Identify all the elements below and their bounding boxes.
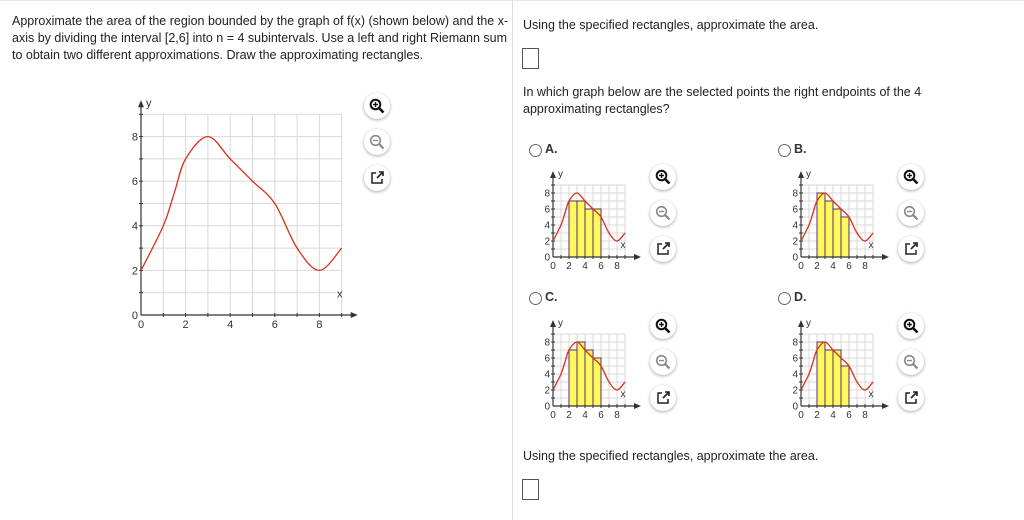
option-x-tick-label: 8 — [862, 261, 868, 272]
main-y-tick-label: 2 — [131, 265, 138, 278]
option-y-axis-label: y — [558, 169, 563, 180]
zoom-in-icon — [903, 169, 919, 185]
option-popout-button[interactable] — [650, 236, 676, 262]
option-x-tick-label: 6 — [846, 261, 852, 272]
zoom-in-icon — [655, 318, 671, 334]
option-x-tick-label: 4 — [582, 410, 588, 421]
option-y-axis-label: y — [806, 318, 811, 329]
option-function-curve — [553, 342, 625, 390]
option-function-curve — [553, 193, 625, 241]
option-y-tick-label: 6 — [544, 353, 550, 365]
option-x-tick-label: 6 — [846, 410, 852, 421]
option-popout-button[interactable] — [650, 385, 676, 411]
option-y-arrow-icon — [550, 320, 556, 327]
option-y-arrow-icon — [798, 171, 804, 178]
option-y-tick-label: 2 — [792, 236, 798, 248]
option-y-tick-label: 6 — [792, 204, 798, 216]
option-rectangle — [833, 209, 841, 257]
option-y-tick-label: 8 — [792, 337, 798, 349]
option-zoom-out-button[interactable] — [898, 349, 924, 375]
zoom-out-icon — [903, 205, 919, 221]
popout-icon — [904, 391, 918, 405]
option-b-radio[interactable] — [778, 144, 791, 157]
prompt-area-1: Using the specified rectangles, approximate the area. — [523, 18, 819, 32]
option-x-tick-label: 6 — [598, 261, 604, 272]
option-x-tick-label: 2 — [814, 261, 820, 272]
main-y-tick-label: 6 — [131, 176, 138, 189]
option-zoom-in-button[interactable] — [898, 313, 924, 339]
option-rectangle — [569, 201, 577, 257]
main-x-tick-label: 6 — [271, 319, 278, 331]
option-rectangle — [593, 358, 601, 406]
main-x-tick-label: 4 — [227, 319, 234, 331]
option-x-tick-label: 8 — [614, 410, 620, 421]
zoom-out-icon — [903, 354, 919, 370]
option-y-tick-label: 6 — [544, 204, 550, 216]
option-x-tick-label: 0 — [798, 410, 804, 421]
option-y-tick-label: 6 — [792, 353, 798, 365]
main-graph — [0, 0, 512, 340]
main-zoom-out-button[interactable] — [364, 129, 390, 155]
option-x-tick-label: 4 — [830, 261, 836, 272]
question-text: Approximate the area of the region bounded by the graph of f(x) (shown below) and the x-axis by dividing the interval [2,6] into n = 4 subintervals. Use a left and right Riemann sum to obtain two different approximations. Draw the approximating rectangles. — [12, 14, 509, 62]
main-zoom-in-button[interactable] — [364, 93, 390, 119]
option-zoom-out-button[interactable] — [650, 349, 676, 375]
answer-box-1[interactable] — [522, 48, 539, 69]
option-popout-button[interactable] — [898, 236, 924, 262]
option-d-radio[interactable] — [778, 292, 791, 305]
popout-icon — [656, 242, 670, 256]
zoom-out-icon — [369, 134, 385, 150]
zoom-in-icon — [655, 169, 671, 185]
option-rectangle — [825, 201, 833, 257]
option-zoom-out-button[interactable] — [650, 200, 676, 226]
option-y-axis-label: y — [558, 318, 563, 329]
option-label[interactable]: B. — [794, 142, 807, 156]
option-rectangle — [593, 209, 601, 257]
option-rectangle — [569, 350, 577, 406]
option-rectangle — [577, 342, 585, 406]
main-y-arrow-icon — [138, 100, 144, 107]
option-x-axis-label: x — [620, 240, 626, 252]
option-y-tick-label: 8 — [544, 337, 550, 349]
option-rectangle — [585, 350, 593, 406]
option-y-arrow-icon — [550, 171, 556, 178]
option-zoom-in-button[interactable] — [650, 313, 676, 339]
popout-icon — [904, 242, 918, 256]
popout-icon — [370, 171, 384, 185]
option-label[interactable]: A. — [545, 142, 558, 156]
popout-icon — [656, 391, 670, 405]
option-x-arrow-icon — [882, 403, 889, 409]
option-function-curve — [801, 342, 873, 390]
zoom-in-icon — [903, 318, 919, 334]
option-x-tick-label: 2 — [566, 261, 572, 272]
option-popout-button[interactable] — [898, 385, 924, 411]
option-y-tick-label: 0 — [544, 401, 550, 413]
answer-box-2[interactable] — [522, 479, 539, 500]
option-rectangle — [825, 350, 833, 406]
option-c-radio[interactable] — [529, 292, 542, 305]
option-y-tick-label: 4 — [544, 220, 550, 232]
option-x-arrow-icon — [882, 254, 889, 260]
option-x-tick-label: 4 — [582, 261, 588, 272]
option-x-tick-label: 8 — [862, 410, 868, 421]
option-x-tick-label: 2 — [566, 410, 572, 421]
option-x-axis-label: x — [868, 389, 874, 401]
option-zoom-in-button[interactable] — [898, 164, 924, 190]
option-rectangle — [833, 350, 841, 406]
main-x-tick-label: 2 — [182, 319, 189, 331]
zoom-out-icon — [655, 205, 671, 221]
main-y-tick-label: 8 — [131, 131, 138, 144]
option-x-tick-label: 6 — [598, 410, 604, 421]
option-y-tick-label: 2 — [544, 236, 550, 248]
option-rectangle — [841, 217, 849, 257]
main-x-tick-label: 8 — [316, 319, 323, 331]
option-x-axis-label: x — [620, 389, 626, 401]
option-y-tick-label: 8 — [544, 188, 550, 200]
option-y-tick-label: 4 — [792, 369, 798, 381]
option-rectangle — [817, 193, 825, 257]
option-x-arrow-icon — [634, 254, 641, 260]
option-y-tick-label: 0 — [792, 401, 798, 413]
main-x-arrow-icon — [351, 312, 358, 318]
zoom-in-icon — [369, 98, 385, 114]
option-zoom-out-button[interactable] — [898, 200, 924, 226]
option-rectangle — [817, 342, 825, 406]
option-x-axis-label: x — [868, 240, 874, 252]
panel-divider — [512, 0, 513, 520]
prompt-area-2: Using the specified rectangles, approximate the area. — [523, 449, 819, 463]
option-rectangle — [577, 201, 585, 257]
option-x-arrow-icon — [634, 403, 641, 409]
option-label[interactable]: C. — [545, 290, 558, 304]
option-y-tick-label: 0 — [792, 252, 798, 264]
option-y-arrow-icon — [798, 320, 804, 327]
option-y-tick-label: 2 — [792, 385, 798, 397]
main-y-axis-label: y — [146, 97, 152, 110]
option-y-tick-label: 4 — [544, 369, 550, 381]
main-x-tick-label: 0 — [137, 319, 145, 331]
main-popout-button[interactable] — [364, 165, 390, 191]
option-x-tick-label: 0 — [798, 261, 804, 272]
option-x-tick-label: 0 — [550, 261, 556, 272]
zoom-out-icon — [655, 354, 671, 370]
option-rectangle — [585, 209, 593, 257]
option-y-tick-label: 8 — [792, 188, 798, 200]
option-function-curve — [801, 193, 873, 241]
option-x-tick-label: 0 — [550, 410, 556, 421]
option-y-tick-label: 0 — [544, 252, 550, 264]
option-x-tick-label: 4 — [830, 410, 836, 421]
main-y-tick-label: 0 — [131, 309, 138, 322]
option-y-tick-label: 2 — [544, 385, 550, 397]
option-rectangle — [841, 366, 849, 406]
main-y-tick-label: 4 — [131, 220, 138, 233]
option-x-tick-label: 8 — [614, 261, 620, 272]
option-zoom-in-button[interactable] — [650, 164, 676, 190]
option-x-tick-label: 2 — [814, 410, 820, 421]
option-y-axis-label: y — [806, 169, 811, 180]
option-label[interactable]: D. — [794, 290, 807, 304]
prompt-right-endpoints: In which graph below are the selected points the right endpoints of the 4 approximating rectangles? — [523, 85, 922, 116]
option-a-radio[interactable] — [529, 144, 542, 157]
main-x-axis-label: x — [336, 288, 343, 301]
option-y-tick-label: 4 — [792, 220, 798, 232]
